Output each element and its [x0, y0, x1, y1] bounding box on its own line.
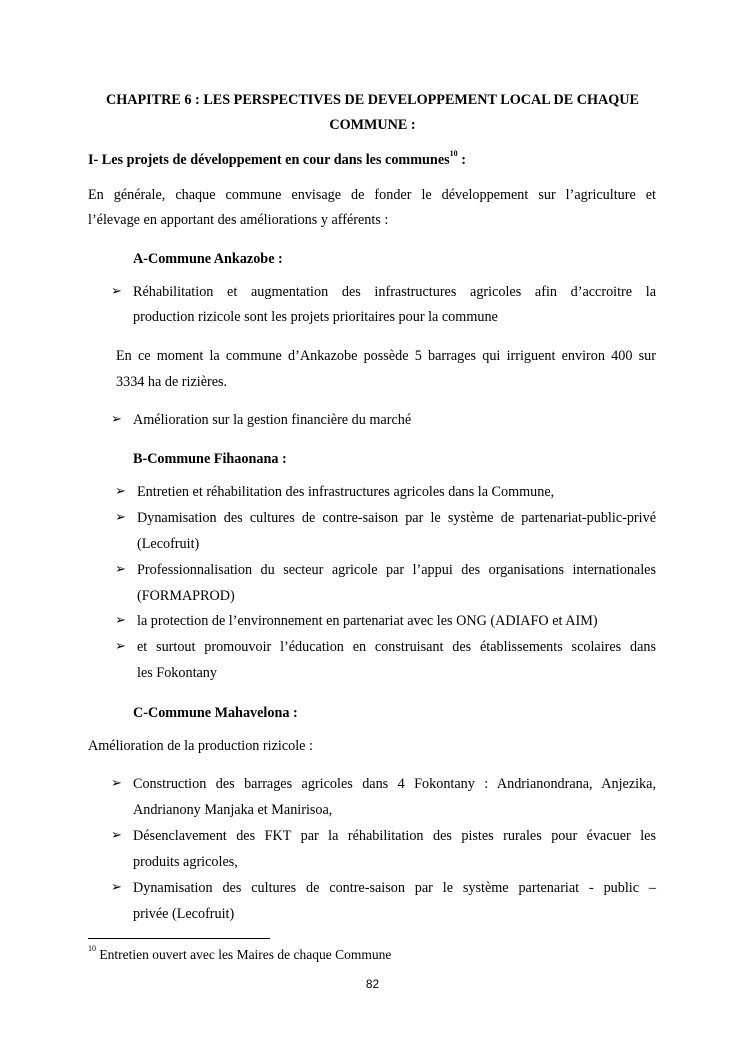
intro-line-2: l’élevage en apportant des améliorations y afférents :: [88, 212, 389, 228]
commune-b-bullet5-line2: les Fokontany: [137, 665, 217, 681]
commune-b-bullet2-line2: (Lecofruit): [137, 536, 200, 552]
commune-c-bullet2-line2: produits agricoles,: [133, 854, 238, 870]
commune-c-bullet3-line1: Dynamisation des cultures de contre-saison par le système partenariat - public –: [133, 880, 656, 896]
commune-b-heading: B-Commune Fihaonana :: [133, 451, 287, 467]
chapter-title-line1: CHAPITRE 6 : LES PERSPECTIVES DE DEVELOPPEMENT LOCAL DE CHAQUE: [105, 92, 640, 108]
commune-b-bullet3-line2: (FORMAPROD): [137, 588, 235, 604]
page-number: 82: [365, 977, 380, 991]
commune-a-bullet1-line1: Réhabilitation et augmentation des infrastructures agricoles afin d’accroitre la: [133, 284, 656, 300]
commune-b-bullet3-line1: Professionnalisation du secteur agricole par l’appui des organisations internationales: [137, 562, 656, 578]
chapter-title-line2: COMMUNE :: [329, 117, 416, 133]
commune-c-bullet1-line2: Andrianony Manjaka et Manirisoa,: [133, 802, 333, 818]
arrow-bullet-icon: ➢: [115, 562, 126, 577]
commune-a-heading: A-Commune Ankazobe :: [133, 251, 283, 267]
arrow-bullet-icon: ➢: [111, 880, 122, 895]
commune-a-bullet1-line2: production rizicole sont les projets prioritaires pour la commune: [133, 309, 498, 325]
arrow-bullet-icon: ➢: [111, 828, 122, 843]
commune-b-bullet5-line1: et surtout promouvoir l’éducation en construisant des établissements scolaires dans: [137, 639, 656, 655]
arrow-bullet-icon: ➢: [111, 412, 122, 427]
section-heading: [88, 149, 466, 169]
arrow-bullet-icon: ➢: [111, 284, 122, 299]
section-heading-text: I- Les projets de développement en cour dans les communes: [88, 152, 450, 168]
intro-line-1: En générale, chaque commune envisage de fonder le développement sur l’agriculture et: [88, 187, 656, 203]
footnote-divider: [88, 938, 270, 939]
arrow-bullet-icon: ➢: [115, 510, 126, 525]
footnote-reference: 10: [449, 149, 458, 158]
arrow-bullet-icon: ➢: [115, 613, 126, 628]
commune-a-para-line2: 3334 ha de rizières.: [116, 374, 228, 390]
footnote-number: 10: [88, 944, 96, 953]
commune-c-heading: C-Commune Mahavelona :: [133, 705, 298, 721]
commune-b-bullet4: la protection de l’environnement en partenariat avec les ONG (ADIAFO et AIM): [137, 613, 598, 629]
commune-b-bullet1: Entretien et réhabilitation des infrastructures agricoles dans la Commune,: [137, 484, 555, 500]
commune-a-para-line1: En ce moment la commune d’Ankazobe possède 5 barrages qui irriguent environ 400 sur: [116, 348, 656, 364]
commune-c-bullet3-line2: privée (Lecofruit): [133, 906, 235, 922]
arrow-bullet-icon: ➢: [115, 484, 126, 499]
commune-c-bullet2-line1: Désenclavement des FKT par la réhabilitation des pistes rurales pour évacuer les: [133, 828, 656, 844]
chapter-title: [88, 88, 657, 138]
footnote: [88, 944, 392, 963]
arrow-bullet-icon: ➢: [115, 639, 126, 654]
commune-c-intro: Amélioration de la production rizicole :: [88, 738, 313, 754]
arrow-bullet-icon: ➢: [111, 776, 122, 791]
section-heading-suffix: :: [457, 152, 466, 168]
commune-b-bullet2-line1: Dynamisation des cultures de contre-saison par le système de partenariat-public-privé: [137, 510, 656, 526]
commune-c-bullet1-line1: Construction des barrages agricoles dans 4 Fokontany : Andrianondrana, Anjezika,: [133, 776, 656, 792]
footnote-text: Entretien ouvert avec les Maires de chaque Commune: [96, 947, 392, 962]
commune-a-bullet2: Amélioration sur la gestion financière du marché: [133, 412, 412, 428]
